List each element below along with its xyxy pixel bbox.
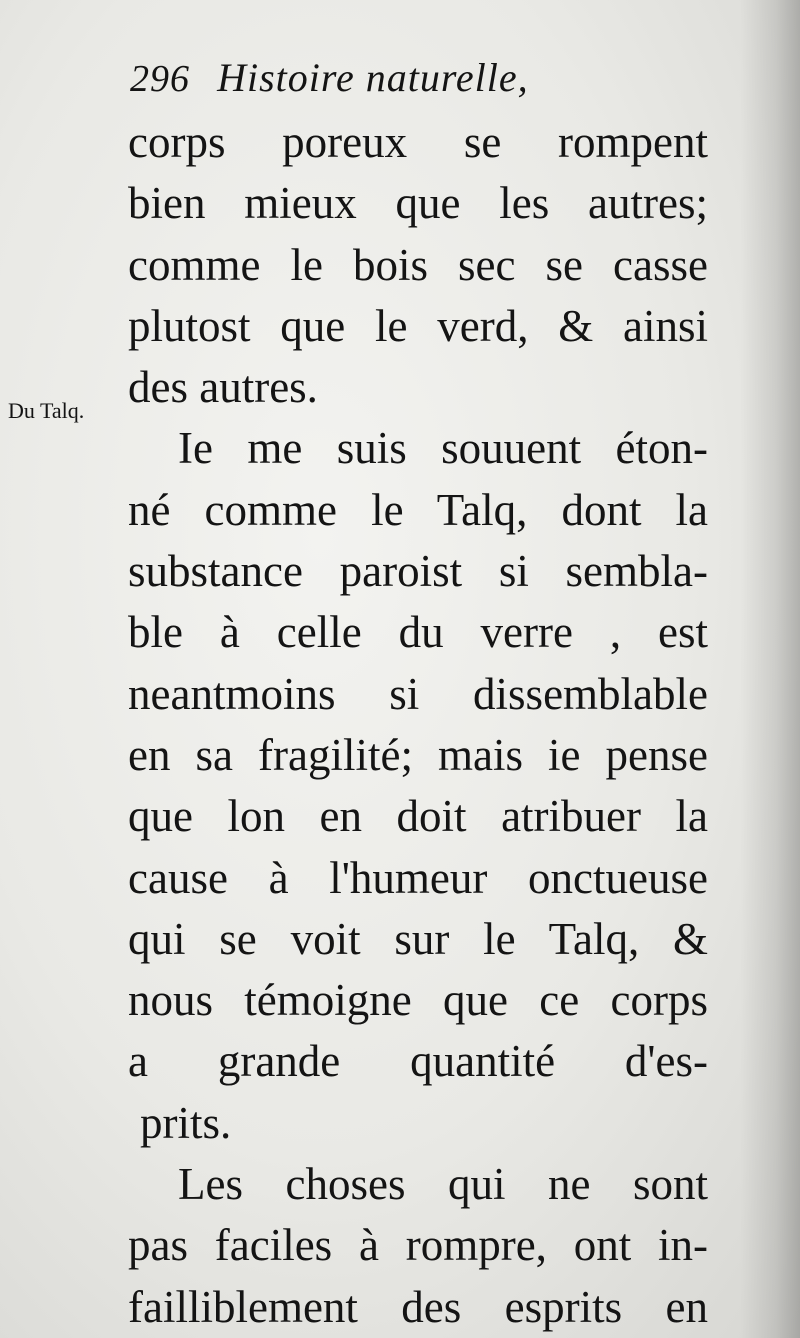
- text-line: bien mieux que les autres;: [128, 178, 708, 229]
- text-line: substance paroist si sembla-: [128, 546, 708, 597]
- text-line: plutost que le verd, & ainsi: [128, 300, 708, 351]
- body-text: [128, 112, 708, 1338]
- page-number: 296: [130, 58, 190, 100]
- text-line: des autres.: [128, 362, 318, 413]
- text-line: nous témoigne que ce corps: [128, 975, 708, 1026]
- text-line: que lon en doit atribuer la: [128, 791, 708, 842]
- text-line: Les choses qui ne sont: [178, 1159, 708, 1210]
- text-line: en sa fragilité; mais ie pense: [128, 729, 708, 780]
- text-line: prits.: [140, 1097, 232, 1148]
- text-line: qui se voit sur le Talq, &: [128, 913, 708, 964]
- page-header: [130, 54, 730, 114]
- text-line: comme le bois sec se casse: [128, 239, 708, 290]
- text-line: neantmoins si dissemblable: [128, 668, 708, 719]
- margin-note: Du Talq.: [8, 398, 85, 423]
- text-line: ble à celle du verre , est: [128, 607, 708, 658]
- gutter-shadow: [740, 0, 800, 1338]
- text-line: né comme le Talq, dont la: [128, 484, 708, 535]
- text-line: pas faciles à rompre, ont in-: [128, 1220, 708, 1271]
- text-line: failliblement des esprits en: [128, 1281, 708, 1332]
- text-line: cause à l'humeur onctueuse: [128, 852, 708, 903]
- running-head: Histoire naturelle,: [217, 55, 529, 100]
- text-line: a grande quantité d'es-: [128, 1036, 708, 1087]
- text-line: Ie me suis souuent éton-: [178, 423, 708, 474]
- text-line: corps poreux se rompent: [128, 117, 708, 167]
